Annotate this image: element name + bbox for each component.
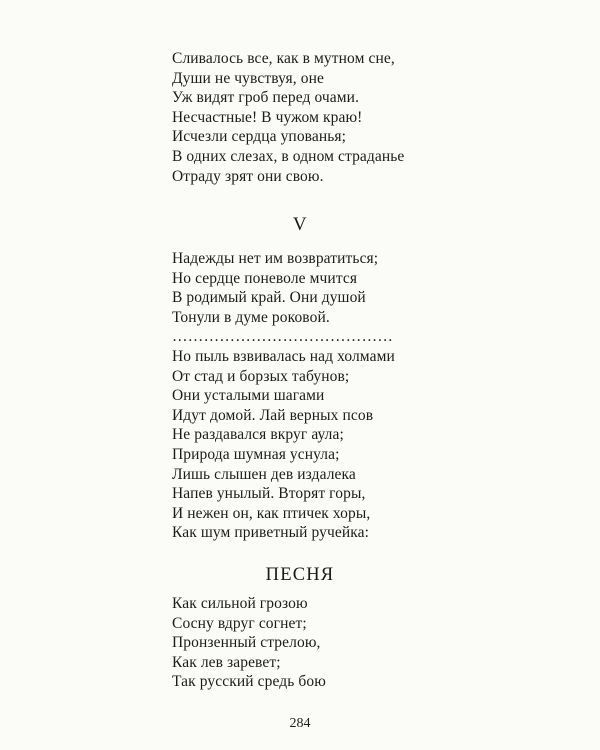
verse-line: Идут домой. Лай верных псов bbox=[172, 406, 374, 424]
verse-line: Отраду зрят они свою. bbox=[172, 167, 324, 185]
section-heading: V bbox=[292, 214, 308, 235]
verse-line: Как сильной грозою bbox=[172, 595, 308, 612]
verse-line: Не раздавался вкруг аула; bbox=[172, 426, 344, 444]
verse-line: Напев унылый. Вторят горы, bbox=[172, 485, 366, 503]
verse-line: От стад и борзых табунов; bbox=[172, 367, 350, 385]
verse-line: Лишь слышен дев издалека bbox=[172, 465, 356, 483]
page-number: 284 bbox=[289, 716, 311, 731]
verse-line: Природа шумная уснула; bbox=[172, 445, 340, 463]
verse-line: Они усталыми шагами bbox=[172, 387, 325, 405]
stanza-2 bbox=[172, 249, 472, 543]
verse-line: Сосну вдруг согнет; bbox=[172, 614, 307, 632]
verse-line: Как лев заревет; bbox=[172, 653, 281, 671]
verse-line: Так русский средь бою bbox=[172, 673, 326, 691]
verse-line: Уж видят гроб перед очами. bbox=[172, 89, 360, 107]
verse-line: Несчастные! В чужом краю! bbox=[172, 108, 363, 126]
verse-line: Как шум приветный ручейка: bbox=[172, 524, 370, 542]
stanza-3 bbox=[172, 594, 472, 692]
verse-line: Сливалось все, как в мутном сне, bbox=[172, 50, 395, 67]
verse-line: И нежен он, как птичек хоры, bbox=[172, 504, 371, 522]
verse-line: Но сердце поневоле мчится bbox=[172, 269, 358, 287]
stanza-1 bbox=[172, 49, 472, 186]
ellipsis-line: …………………………………… bbox=[172, 328, 394, 346]
verse-line: Но пыль взвивалась над холмами bbox=[172, 347, 395, 365]
verse-line: Пронзенный стрелою, bbox=[172, 634, 321, 652]
verse-line: Исчезли сердца упованья; bbox=[172, 128, 347, 146]
verse-line: Души не чувствуя, оне bbox=[172, 69, 324, 87]
verse-line: Тонули в думе роковой. bbox=[172, 308, 330, 326]
verse-line: В одних слезах, в одном страданье bbox=[172, 147, 405, 165]
verse-line: Надежды нет им возвратиться; bbox=[172, 250, 379, 267]
song-heading: ПЕСНЯ bbox=[265, 565, 335, 585]
verse-line: В родимый край. Они душой bbox=[172, 289, 366, 307]
